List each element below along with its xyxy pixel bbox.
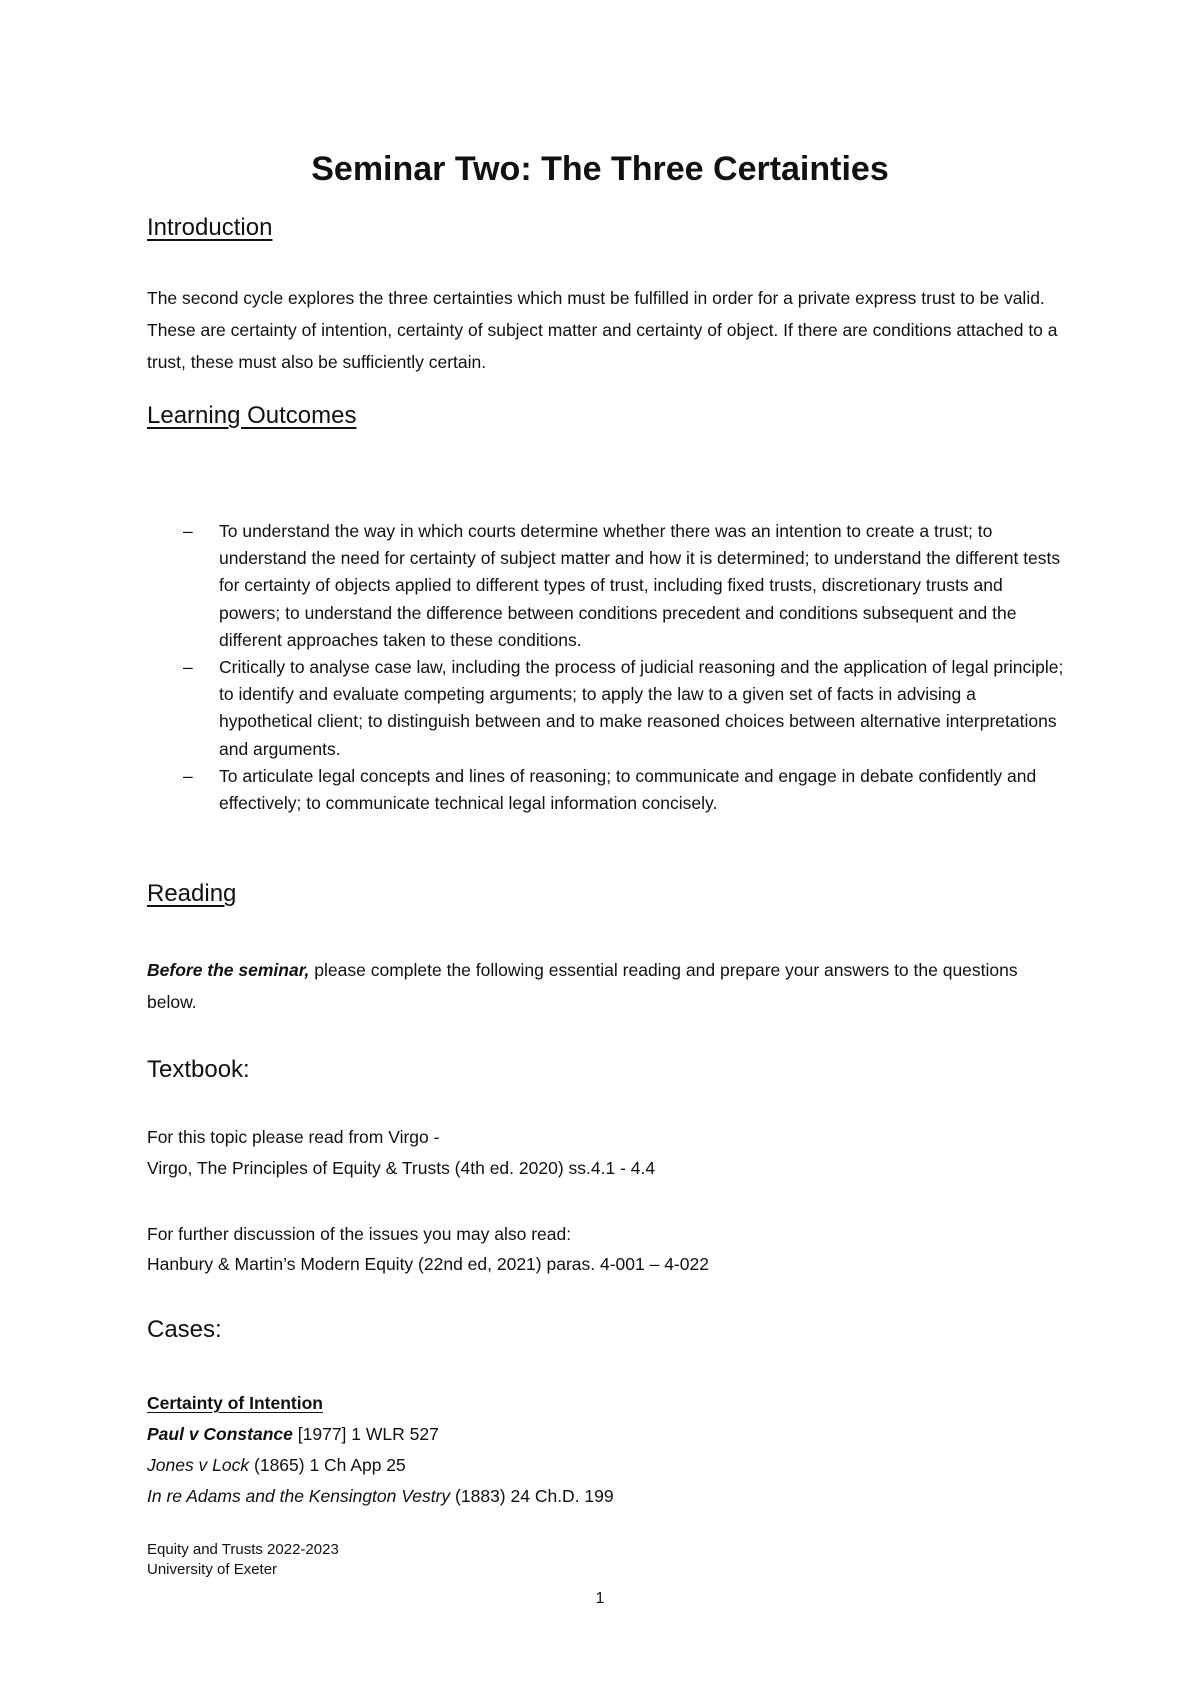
textbook-line-3: For further discussion of the issues you may also read: <box>147 1224 572 1244</box>
reading-emphasis: Before the seminar, <box>147 960 310 980</box>
introduction-heading: Introduction <box>147 214 273 241</box>
case-name: In re Adams and the Kensington Vestry <box>147 1486 451 1506</box>
certainty-of-intention-heading: Certainty of Intention <box>147 1393 323 1413</box>
outcome-text: Critically to analyse case law, including the process of judicial reasoning and the application of legal principle; to identify and evaluate competing arguments; to apply the law to a given set of facts in advising a hypothetical client; to distinguish between and to make reasoned choices between alternative interpretations and arguments. <box>219 657 1064 759</box>
textbook-heading: Textbook: <box>147 1056 250 1083</box>
reading-intro-rest: please complete the following essential reading and prepare your answers to the questions below. <box>147 960 1018 1012</box>
outcome-text: To articulate legal concepts and lines of reasoning; to communicate and engage in debate confidently and effectively; to communicate technical legal information concisely. <box>219 765 1037 814</box>
footer-line-2: University of Exeter <box>147 1561 278 1578</box>
learning-outcomes-heading: Learning Outcomes <box>147 402 357 429</box>
list-item <box>147 518 1067 654</box>
list-item <box>147 763 1067 817</box>
case-name: Paul v Constance <box>147 1424 293 1444</box>
page-number: 1 <box>595 1590 605 1607</box>
outcome-text: To understand the way in which courts determine whether there was an intention to create a trust; to understand the need for certainty of subject matter and how it is determined; to understand the different tests for certainty of objects applied to different types of trust, including fixed trusts, discretionary trusts and powers; to understand the difference between conditions precedent and conditions subsequent and the different approaches taken to these conditions. <box>219 521 1061 650</box>
textbook-line-2: Virgo, The Principles of Equity & Trusts (4th ed. 2020) ss.4.1 - 4.4 <box>147 1158 656 1178</box>
bullet-dash: – <box>183 521 193 541</box>
case-item <box>147 1422 439 1446</box>
case-citation: (1883) 24 Ch.D. 199 <box>450 1486 614 1506</box>
footer-line-1: Equity and Trusts 2022-2023 <box>147 1541 339 1558</box>
page-title: Seminar Two: The Three Certainties <box>311 150 889 188</box>
bullet-dash: – <box>183 765 193 786</box>
case-citation: [1977] 1 WLR 527 <box>292 1424 439 1444</box>
page-footer <box>147 1540 339 1580</box>
textbook-line-1: For this topic please read from Virgo - <box>147 1127 440 1147</box>
case-name: Jones v Lock <box>147 1455 250 1475</box>
case-item <box>147 1484 614 1508</box>
bullet-dash: – <box>183 657 193 678</box>
introduction-paragraph: The second cycle explores the three certainties which must be fulfilled in order for a private express trust to be valid. These are certainty of intention, certainty of subject matter and certainty of object. If there are conditions attached to a trust, these must also be sufficiently certain. <box>147 288 1058 372</box>
learning-outcomes-list <box>147 518 1067 817</box>
reading-heading: Reading <box>147 880 237 907</box>
reading-intro <box>147 954 1067 1018</box>
textbook-line-4: Hanbury & Martin’s Modern Equity (22nd ed, 2021) paras. 4-001 – 4-022 <box>147 1254 709 1274</box>
list-item <box>147 654 1067 763</box>
case-item <box>147 1453 406 1477</box>
case-citation: (1865) 1 Ch App 25 <box>249 1455 406 1475</box>
cases-heading: Cases: <box>147 1316 222 1343</box>
